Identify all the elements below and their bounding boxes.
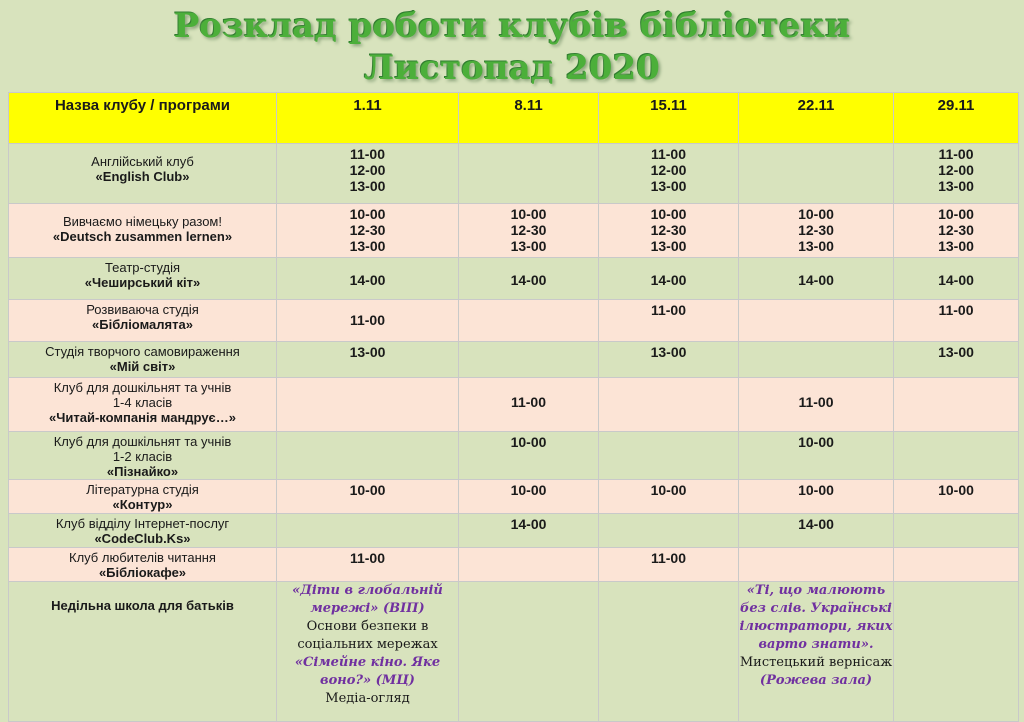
time-cell bbox=[599, 144, 739, 204]
time-value: 10-00 bbox=[938, 482, 974, 498]
time-value: 10-00 bbox=[510, 434, 547, 450]
time-cell bbox=[599, 342, 739, 378]
time-cell bbox=[459, 258, 599, 300]
empty-cell bbox=[894, 514, 1019, 548]
schedule-table bbox=[8, 92, 1019, 722]
time-value: 10-00 bbox=[650, 482, 687, 498]
time-value: 13-00 bbox=[938, 238, 974, 254]
time-value: 10-00 bbox=[938, 206, 974, 222]
table-row bbox=[9, 548, 1019, 582]
table-row bbox=[9, 300, 1019, 342]
table-row bbox=[9, 204, 1019, 258]
empty-cell bbox=[459, 582, 599, 722]
time-value: 12-30 bbox=[510, 222, 547, 238]
time-value: 14-00 bbox=[798, 516, 834, 532]
time-cell bbox=[277, 204, 459, 258]
time-value: 10-00 bbox=[510, 206, 547, 222]
empty-cell bbox=[277, 378, 459, 432]
club-name: «Deutsch zusammen lernen» bbox=[52, 229, 233, 244]
event-location: (Рожева зала) bbox=[759, 673, 873, 688]
time-cell bbox=[894, 342, 1019, 378]
club-name: «Контур» bbox=[112, 497, 173, 512]
time-value: 13-00 bbox=[650, 178, 687, 194]
event-desc: Основи безпеки в соціальних мережах bbox=[297, 619, 438, 652]
empty-cell bbox=[894, 582, 1019, 722]
table-row bbox=[9, 514, 1019, 548]
club-name-cell bbox=[9, 204, 277, 258]
time-value: 12-00 bbox=[650, 162, 687, 178]
time-cell bbox=[277, 300, 459, 342]
time-value: 11-00 bbox=[938, 302, 974, 318]
empty-cell bbox=[739, 300, 894, 342]
time-cell bbox=[459, 204, 599, 258]
club-type: Англійський клуб bbox=[91, 154, 194, 169]
time-cell bbox=[459, 378, 599, 432]
club-type: Клуб любителів читання bbox=[69, 550, 216, 565]
time-cell bbox=[894, 300, 1019, 342]
time-value: 14-00 bbox=[798, 272, 834, 288]
time-value: 12-30 bbox=[349, 222, 386, 238]
club-name: «Пізнайко» bbox=[106, 464, 179, 479]
club-name-cell bbox=[9, 514, 277, 548]
time-value: 13-00 bbox=[938, 344, 974, 360]
club-type: Театр-студія bbox=[104, 260, 181, 275]
event-title: «Діти в глобальній мережі» (ВІП) bbox=[292, 583, 443, 616]
club-type: Клуб для дошкільнят та учнів bbox=[53, 380, 232, 395]
header-date: 1.11 bbox=[277, 93, 459, 144]
time-cell bbox=[277, 258, 459, 300]
empty-cell bbox=[739, 144, 894, 204]
empty-cell bbox=[599, 514, 739, 548]
club-name-cell bbox=[9, 258, 277, 300]
club-name: «Читай-компанія мандрує…» bbox=[49, 410, 236, 425]
club-type: Вивчаємо німецьку разом! bbox=[63, 214, 222, 229]
time-value: 11-00 bbox=[650, 146, 687, 162]
club-name: «English Club» bbox=[95, 169, 190, 184]
empty-cell bbox=[599, 432, 739, 480]
time-value: 13-00 bbox=[650, 344, 687, 360]
time-value: 10-00 bbox=[349, 482, 386, 498]
empty-cell bbox=[599, 378, 739, 432]
time-value: 11-00 bbox=[510, 394, 547, 410]
empty-cell bbox=[277, 514, 459, 548]
empty-cell bbox=[277, 432, 459, 480]
empty-cell bbox=[894, 548, 1019, 582]
time-value: 12-00 bbox=[938, 162, 974, 178]
time-cell bbox=[459, 480, 599, 514]
time-value: 10-00 bbox=[510, 482, 547, 498]
time-value: 10-00 bbox=[650, 206, 687, 222]
time-cell bbox=[459, 432, 599, 480]
empty-cell bbox=[599, 582, 739, 722]
club-name-cell bbox=[9, 480, 277, 514]
header-date: 29.11 bbox=[894, 93, 1019, 144]
event-title: «Сімейне кіно. Яке воно?» (МЦ) bbox=[294, 655, 441, 688]
time-value: 14-00 bbox=[510, 516, 547, 532]
header-date: 15.11 bbox=[599, 93, 739, 144]
empty-cell bbox=[894, 378, 1019, 432]
time-value: 14-00 bbox=[349, 272, 386, 288]
time-cell bbox=[599, 204, 739, 258]
time-value: 11-00 bbox=[650, 302, 687, 318]
table-row bbox=[9, 144, 1019, 204]
time-cell bbox=[739, 432, 894, 480]
event-desc: Мистецький вернісаж bbox=[739, 655, 893, 670]
empty-cell bbox=[459, 144, 599, 204]
club-name: Недільна школа для батьків bbox=[9, 582, 277, 722]
time-value: 11-00 bbox=[349, 312, 386, 328]
empty-cell bbox=[739, 342, 894, 378]
time-value: 12-30 bbox=[798, 222, 834, 238]
club-name-cell bbox=[9, 548, 277, 582]
time-cell bbox=[739, 378, 894, 432]
empty-cell bbox=[459, 300, 599, 342]
header-club: Назва клубу / програми bbox=[9, 93, 277, 144]
time-value: 13-00 bbox=[650, 238, 687, 254]
time-value: 10-00 bbox=[798, 206, 834, 222]
club-type: Клуб для дошкільнят та учнів bbox=[53, 434, 232, 449]
time-value: 14-00 bbox=[510, 272, 547, 288]
club-type: Клуб відділу Інтернет-послуг bbox=[55, 516, 230, 531]
club-name-cell bbox=[9, 300, 277, 342]
empty-cell bbox=[459, 342, 599, 378]
table-row bbox=[9, 432, 1019, 480]
time-cell bbox=[599, 300, 739, 342]
time-cell bbox=[599, 480, 739, 514]
time-value: 12-00 bbox=[349, 162, 386, 178]
time-value: 12-30 bbox=[938, 222, 974, 238]
time-cell bbox=[739, 258, 894, 300]
time-value: 12-30 bbox=[650, 222, 687, 238]
time-cell bbox=[894, 480, 1019, 514]
time-value: 13-00 bbox=[938, 178, 974, 194]
time-cell bbox=[739, 480, 894, 514]
time-value: 10-00 bbox=[798, 434, 834, 450]
event-desc: Медіа-огляд bbox=[325, 691, 410, 706]
header-date: 8.11 bbox=[459, 93, 599, 144]
time-value: 13-00 bbox=[798, 238, 834, 254]
time-value: 14-00 bbox=[650, 272, 687, 288]
event-cell bbox=[739, 582, 894, 722]
event-title: «Ті, що малюють без слів. Українські ілюстратори, яких варто знати». bbox=[739, 583, 893, 652]
club-type: Літературна студія bbox=[86, 482, 199, 497]
club-name: «Бібліомалята» bbox=[92, 317, 193, 332]
table-row bbox=[9, 258, 1019, 300]
club-type-extra: 1-2 класів bbox=[112, 449, 173, 464]
time-value: 11-00 bbox=[650, 550, 687, 566]
time-value: 11-00 bbox=[349, 550, 386, 566]
club-type-extra: 1-4 класів bbox=[112, 395, 173, 410]
club-type: Розвиваюча студія bbox=[86, 302, 199, 317]
event-cell bbox=[277, 582, 459, 722]
empty-cell bbox=[459, 548, 599, 582]
table-row bbox=[9, 378, 1019, 432]
time-value: 11-00 bbox=[938, 146, 974, 162]
time-cell bbox=[739, 204, 894, 258]
empty-cell bbox=[894, 432, 1019, 480]
club-name: «CodeClub.Ks» bbox=[94, 531, 191, 546]
time-cell bbox=[599, 548, 739, 582]
time-cell bbox=[277, 342, 459, 378]
time-value: 10-00 bbox=[798, 482, 834, 498]
time-cell bbox=[599, 258, 739, 300]
time-value: 14-00 bbox=[938, 272, 974, 288]
page-subtitle: Листопад 2020 bbox=[364, 48, 660, 88]
time-value: 13-00 bbox=[510, 238, 547, 254]
time-cell bbox=[894, 258, 1019, 300]
club-name: «Чеширський кіт» bbox=[84, 275, 201, 290]
time-value: 11-00 bbox=[349, 146, 386, 162]
club-name-cell bbox=[9, 144, 277, 204]
page-title: Розклад роботи клубів бібліотеки bbox=[173, 6, 851, 46]
club-name-cell bbox=[9, 432, 277, 480]
table-row bbox=[9, 480, 1019, 514]
time-value: 10-00 bbox=[349, 206, 386, 222]
empty-cell bbox=[739, 548, 894, 582]
header-date: 22.11 bbox=[739, 93, 894, 144]
table-row bbox=[9, 342, 1019, 378]
time-cell bbox=[459, 514, 599, 548]
time-value: 13-00 bbox=[349, 238, 386, 254]
time-cell bbox=[277, 144, 459, 204]
club-name: «Мій світ» bbox=[109, 359, 176, 374]
time-value: 13-00 bbox=[349, 344, 386, 360]
time-cell bbox=[277, 480, 459, 514]
club-name-cell bbox=[9, 378, 277, 432]
time-cell bbox=[739, 514, 894, 548]
club-name-cell bbox=[9, 342, 277, 378]
club-type: Студія творчого самовираження bbox=[45, 344, 240, 359]
table-row bbox=[9, 582, 1019, 722]
time-cell bbox=[894, 204, 1019, 258]
time-value: 13-00 bbox=[349, 178, 386, 194]
time-value: 11-00 bbox=[798, 394, 834, 410]
header-row bbox=[9, 93, 1019, 144]
time-cell bbox=[277, 548, 459, 582]
time-cell bbox=[894, 144, 1019, 204]
club-name: «Бібліокафе» bbox=[98, 565, 187, 580]
